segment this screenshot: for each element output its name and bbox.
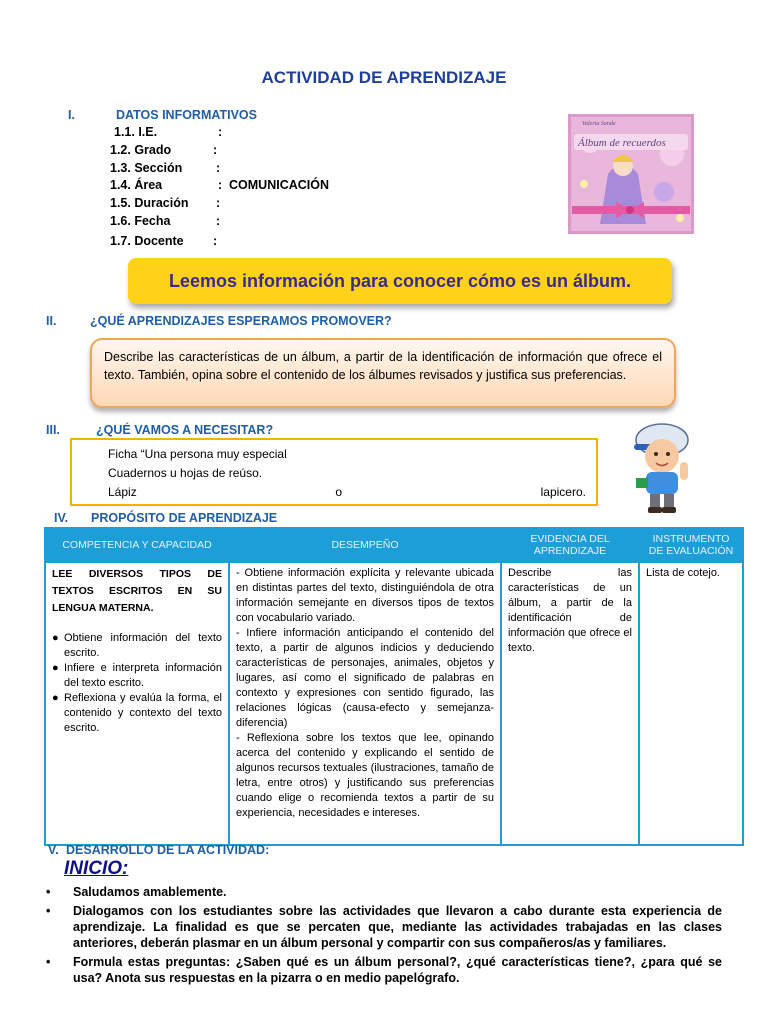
material-item-row	[108, 483, 586, 502]
materials-box	[70, 438, 598, 506]
activity-item: • Dialogamos con los estudiantes sobre las actividades que llevaron a cabo durante esta experiencia de aprendizaje. La finalidad es que se percaten que, mediante las actividades trabajadas en las clases anteriores, deberán plasmar en un álbum personal y compartir con sus compañeros/as y familiares.	[46, 904, 722, 950]
section-2-number: II.	[46, 314, 57, 328]
info-fecha-label: 1.6. Fecha	[110, 214, 171, 228]
purpose-table	[44, 527, 744, 846]
activity-item: • Saludamos amablemente.	[46, 885, 227, 899]
info-grado-colon: :	[213, 143, 218, 157]
competencia-text: LEE DIVERSOS TIPOS DE TEXTOS ESCRITOS EN SU LENGUA MATERNA.	[52, 568, 222, 614]
col-instrumento: INSTRUMENTO DE EVALUACIÓN	[639, 528, 743, 562]
capacidad-item: ● Obtiene información del texto escrito.	[52, 632, 222, 659]
page-title: ACTIVIDAD DE APRENDIZAJE	[261, 68, 507, 87]
material-lapicero: lapicero.	[540, 485, 586, 499]
album-cover-author: Valeria Sande	[582, 121, 616, 127]
info-area-label: 1.4. Área	[110, 178, 163, 192]
desempeno-item: - Reflexiona sobre los textos que lee, opinando acerca del contenido y explicando el sentido de algunos recursos textuales (ilustraciones, tamaño de letra, entre otros) y justificando sus preferencias cuando elige o recomienda textos a partir de su experiencia, necesidades e intereses.	[236, 732, 494, 819]
section-5-number: V.	[48, 843, 59, 857]
info-fecha-colon: :	[216, 214, 221, 228]
info-seccion-label: 1.3. Sección	[110, 161, 183, 175]
section-1-heading: DATOS INFORMATIVOS	[116, 108, 257, 122]
bullet: •	[46, 955, 51, 969]
section-1-number: I.	[68, 108, 75, 122]
lesson-title-banner	[128, 258, 672, 304]
bullet: •	[46, 885, 51, 899]
capacidad-item: ● Infiere e interpreta información del texto escrito.	[52, 662, 222, 689]
album-cover-image	[568, 114, 694, 234]
material-lapiz: Lápiz	[108, 485, 137, 499]
bullet: •	[46, 904, 51, 918]
material-item: Ficha “Una persona muy especial	[108, 447, 287, 461]
col-evidencia: EVIDENCIA DEL APRENDIZAJE	[501, 528, 639, 562]
cell-evidencia: Describe las características de un álbum, a partir de la identificación de información que ofrece el texto.	[501, 562, 639, 845]
info-docente-colon: :	[213, 234, 218, 248]
material-or: o	[335, 485, 342, 499]
section-3-heading: ¿QUÉ VAMOS A NECESITAR?	[96, 423, 274, 437]
info-duracion-colon: :	[216, 196, 221, 210]
info-seccion-colon: :	[216, 161, 221, 175]
info-ie-label: 1.1. I.E.	[114, 125, 158, 139]
cell-desempeno	[229, 562, 501, 845]
info-ie-colon: :	[218, 125, 223, 139]
section-2-heading: ¿QUÉ APRENDIZAJES ESPERAMOS PROMOVER?	[90, 314, 392, 328]
cell-competencia	[45, 562, 229, 845]
info-docente-label: 1.7. Docente	[110, 234, 184, 248]
section-5-heading: DESARROLLO DE LA ACTIVIDAD:	[66, 843, 270, 857]
section-3-number: III.	[46, 423, 60, 437]
section-4-number: IV.	[54, 511, 69, 525]
lesson-title-text: Leemos información para conocer cómo es un álbum.	[168, 270, 632, 291]
inicio-heading: INICIO:	[64, 858, 129, 879]
material-item: Cuadernos u hojas de reúso.	[108, 466, 263, 480]
col-competencia: COMPETENCIA Y CAPACIDAD	[45, 528, 229, 562]
info-duracion-label: 1.5. Duración	[110, 196, 189, 210]
desempeno-item: - Infiere información anticipando el contenido del texto, a partir de algunos indicios y deduciendo características de personajes, animales, objetos y lugares, así como el significado de palabras en contexto y expresiones con sentido figurado, las relaciones lógicas (causa-efecto y semejanza-diferencia)	[236, 627, 494, 729]
capacidad-item: ● Reflexiona y evalúa la forma, el contenido y contexto del texto escrito.	[52, 692, 222, 734]
student-boy-illustration	[624, 418, 708, 514]
col-desempeno: DESEMPEÑO	[229, 528, 501, 562]
cell-instrumento: Lista de cotejo.	[639, 562, 743, 845]
info-area-colon: :	[218, 178, 223, 192]
learning-goal-box: Describe las características de un álbum, a partir de la identificación de información que ofrece el texto. También, opina sobre el contenido de los álbumes revisados y justifica sus preferencias.	[90, 338, 676, 408]
activity-item: • Formula estas preguntas: ¿Saben qué es un álbum personal?, ¿qué características tiene?, ¿para qué se usa? Anota sus respuestas en la pizarra o en medio papelógrafo.	[46, 955, 722, 985]
section-4-heading: PROPÓSITO DE APRENDIZAJE	[91, 511, 278, 525]
album-cover-title: Álbum de recuerdos	[578, 137, 666, 149]
info-grado-label: 1.2. Grado	[110, 143, 172, 157]
desempeno-item: - Obtiene información explícita y relevante ubicada en distintas partes del texto, distinguiéndola de otra información semejante en diversos tipos de textos con vocabulario variado.	[236, 567, 494, 624]
info-area-value: COMUNICACIÓN	[229, 178, 329, 192]
